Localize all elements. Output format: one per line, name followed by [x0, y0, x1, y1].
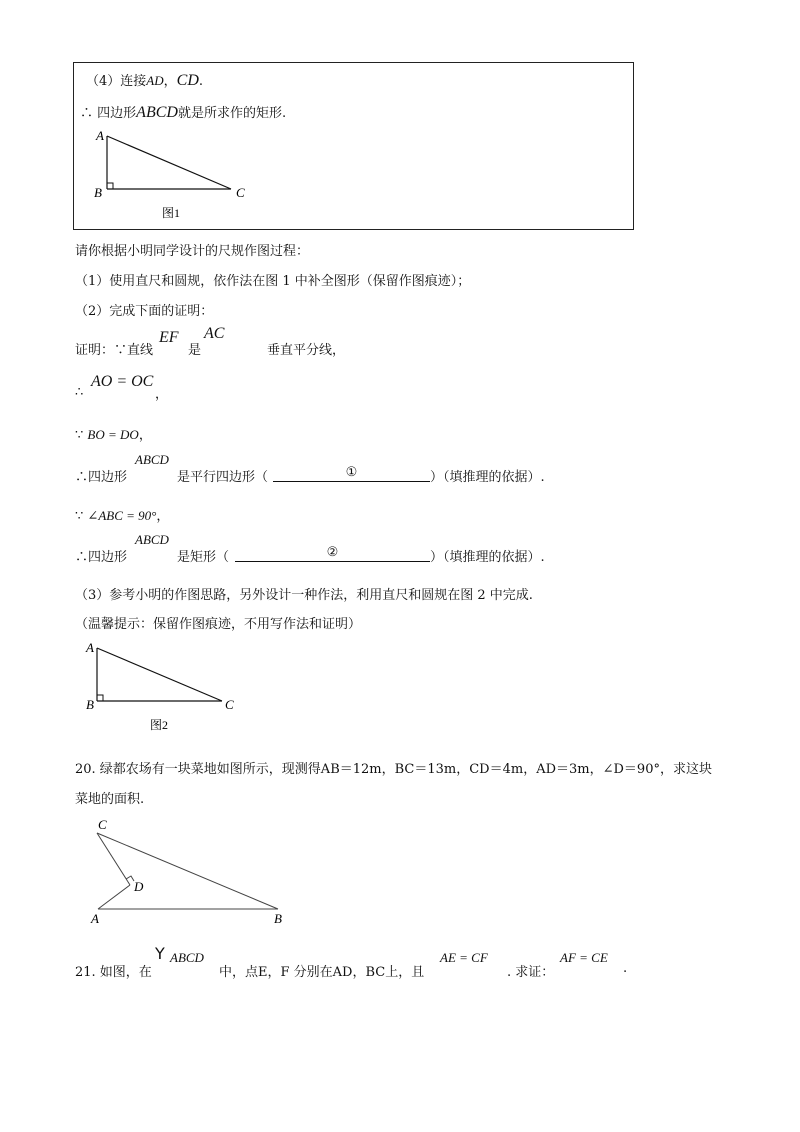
task-intro: 请你根据小明同学设计的尺规作图过程： [75, 244, 310, 259]
eq-ao-oc: AO = OC [91, 373, 154, 390]
proof-suffix: 垂直平分线， [267, 343, 346, 358]
conclusion-prefix: 四边形 [97, 106, 137, 121]
q21-prefix: 21. 如图，在 [75, 965, 152, 980]
q20-side-bc [97, 833, 278, 909]
fill-reason-2: ）（填推理的依据）. [430, 550, 545, 565]
therefore-symbol: ∴ [80, 106, 94, 121]
fig2-label-c: C [225, 697, 234, 712]
fig1-label-a: A [96, 128, 104, 143]
angle-comma: ， [156, 509, 170, 524]
q20-label-b: B [274, 911, 282, 926]
fig1-caption: 图1 [162, 206, 181, 220]
q20-label-a: A [91, 911, 99, 926]
q21-prove: . 求证： [507, 965, 555, 980]
task-q1: （1）使用直尺和圆规，依作法在图 1 中补全图形（保留作图痕迹）； [75, 274, 471, 289]
conclusion-line [80, 102, 286, 122]
fig2-right-angle-mark [97, 695, 103, 701]
conclusion-abcd: ABCD [136, 104, 178, 121]
q21-eq1: AE = CF [440, 950, 488, 965]
proof-line-3 [75, 424, 152, 443]
task-hint: （温馨提示：保留作图痕迹，不用写作法和证明） [75, 617, 362, 632]
q20-line-1: 20. 绿都农场有一块菜地如图所示，现测得AB＝12m，BC＝13m，CD＝4m，AD＝3m，∠D＝90°，求这块 [75, 762, 712, 777]
q20-label-c: C [98, 817, 107, 832]
parallelogram-symbol: Y [155, 944, 165, 963]
rect-is: 是矩形（ [177, 550, 230, 565]
parallelogram-is: 是平行四边形（ [177, 470, 269, 485]
angle-abc: ∠ABC = 90° [87, 508, 157, 523]
fig2-caption: 图2 [150, 718, 169, 732]
fig1-side-ac [107, 136, 231, 189]
proof-ac: AC [204, 325, 225, 342]
fig2-label-b: B [86, 697, 94, 712]
q20-label-d: D [134, 879, 144, 894]
task-q3: （3）参考小明的作图思路，另外设计一种作法，利用直尺和圆规在图 2 中完成. [75, 588, 533, 603]
fig1-label-c: C [236, 185, 245, 200]
q21-abcd: ABCD [170, 950, 204, 965]
q21-eq2: AF = CE [560, 950, 608, 965]
quad-abcd-1: ABCD [135, 452, 169, 467]
q20-line-2: 菜地的面积. [75, 792, 145, 807]
step4-comma: ， [163, 74, 177, 89]
step4-cd: CD [176, 72, 199, 89]
blank-2: ② [235, 545, 430, 562]
eq-ao-comma: ， [155, 387, 169, 402]
q21-mid: 中，点E，F 分别在AD，BC上，且 [219, 965, 425, 980]
fill-reason-1: ）（填推理的依据）. [430, 470, 545, 485]
quad-abcd-2: ABCD [135, 532, 169, 547]
eq-bo-comma: ， [138, 428, 152, 443]
figure-1 [90, 125, 260, 225]
step4-prefix: （4）连接 [86, 74, 147, 89]
eq-bo-do: BO = DO [87, 427, 139, 442]
step4-period: . [198, 74, 204, 89]
fig2-label-a: A [86, 640, 94, 655]
quad-prefix-1: ∴四边形 [75, 470, 128, 485]
task-q2: （2）完成下面的证明： [75, 304, 214, 319]
proof-prefix: 证明：∵直线 [75, 343, 154, 358]
q20-side-da [98, 885, 130, 909]
step4-ad: AD [146, 73, 164, 88]
because-2: ∵ [75, 509, 84, 524]
fig1-label-b: B [94, 185, 102, 200]
fig2-side-ac [97, 648, 222, 701]
conclusion-suffix: 就是所求作的矩形. [177, 106, 287, 121]
because-1: ∵ [75, 428, 84, 443]
fig1-right-angle-mark [107, 183, 113, 189]
blank-1: ① [273, 465, 430, 482]
figure-2 [80, 637, 250, 737]
q21-end: . [623, 961, 628, 976]
proof-line-5 [75, 505, 169, 524]
proof-is: 是 [188, 343, 202, 358]
quad-prefix-2: ∴四边形 [75, 550, 128, 565]
step4-line [86, 70, 203, 90]
figure-q20 [85, 815, 295, 930]
proof-ef: EF [159, 329, 179, 346]
q20-side-cd [97, 833, 130, 885]
therefore-1: ∴ [75, 385, 84, 400]
